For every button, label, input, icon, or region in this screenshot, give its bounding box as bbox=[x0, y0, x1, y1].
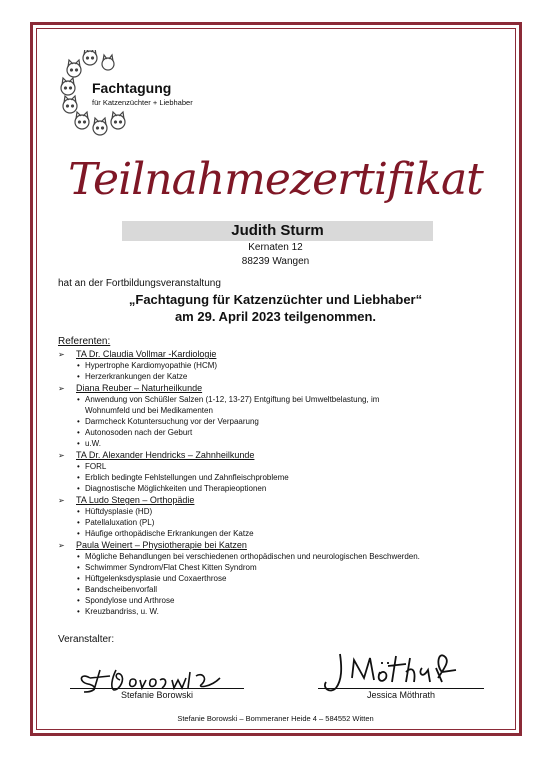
bullet-icon: • bbox=[77, 552, 80, 561]
topic-text: Anwendung von Schüßler Salzen (1-12, 13-27) Entgiftung bei Umweltbelastung, im bbox=[85, 395, 380, 404]
signature-line bbox=[70, 688, 244, 689]
list-item bbox=[58, 551, 503, 562]
footer-address: Stefanie Borowski – Bommeraner Heide 4 – 584552 Witten bbox=[177, 714, 374, 723]
topic-text: Darmcheck Kotuntersuchung vor der Verpaarung bbox=[85, 417, 259, 426]
bullet-icon: • bbox=[77, 395, 80, 404]
bullet-icon: • bbox=[77, 473, 80, 482]
certificate-title: Teilnahmezertifikat bbox=[68, 154, 483, 205]
topic-text: Hüftgelenksdysplasie und Coxaerthrose bbox=[85, 574, 227, 583]
arrow-bullet-icon: ➢ bbox=[58, 496, 65, 505]
topic-text: Erblich bedingte Fehlstellungen und Zahnfleischprobleme bbox=[85, 473, 289, 482]
organizer-label: Veranstalter: bbox=[58, 634, 115, 645]
list-item bbox=[58, 517, 503, 528]
list-item bbox=[58, 405, 503, 416]
referent-name: TA Dr. Claudia Vollmar -Kardiologie bbox=[76, 349, 217, 359]
participant-city: 88239 Wangen bbox=[241, 256, 310, 267]
event-title: „Fachtagung für Katzenzüchter und Liebhaber“ bbox=[128, 292, 423, 307]
list-item bbox=[58, 528, 503, 539]
list-item bbox=[58, 371, 503, 382]
bullet-icon: • bbox=[77, 585, 80, 594]
topic-text: u.W. bbox=[85, 439, 102, 448]
list-item bbox=[58, 483, 503, 494]
topic-text: Bandscheibenvorfall bbox=[85, 585, 158, 594]
list-item bbox=[58, 562, 503, 573]
arrow-bullet-icon: ➢ bbox=[58, 384, 65, 393]
bullet-icon: • bbox=[77, 529, 80, 538]
referent-name: TA Dr. Alexander Hendricks – Zahnheilkunde bbox=[76, 450, 255, 460]
event-date-line: am 29. April 2023 teilgenommen. bbox=[174, 309, 377, 324]
signatory-name: Stefanie Borowski bbox=[120, 690, 194, 700]
list-item bbox=[58, 595, 503, 606]
list-item bbox=[58, 506, 503, 517]
event-logo bbox=[60, 50, 210, 140]
topic-text: Diagnostische Möglichkeiten und Therapieoptionen bbox=[85, 484, 267, 493]
signature-line bbox=[318, 688, 484, 689]
participant-street: Kernaten 12 bbox=[248, 242, 303, 253]
referent-name: Paula Weinert – Physiotherapie bei Katzen bbox=[76, 540, 247, 550]
referent-name: TA Ludo Stegen – Orthopädie bbox=[76, 495, 195, 505]
topic-text: Spondylose und Arthrose bbox=[85, 596, 175, 605]
bullet-icon: • bbox=[77, 417, 80, 426]
bullet-icon: • bbox=[77, 462, 80, 471]
arrow-bullet-icon: ➢ bbox=[58, 350, 65, 359]
referent-heading bbox=[58, 495, 503, 506]
topic-text: Herzerkrankungen der Katze bbox=[85, 372, 188, 381]
logo-subtitle: für Katzenzüchter + Liebhaber bbox=[92, 98, 193, 107]
logo-title: Fachtagung bbox=[92, 80, 172, 96]
bullet-icon: • bbox=[77, 439, 80, 448]
topic-text: Wohnumfeld und bei Medikamenten bbox=[85, 406, 213, 415]
bullet-icon: • bbox=[77, 428, 80, 437]
bullet-icon: • bbox=[77, 563, 80, 572]
topic-text: Hypertrophe Kardiomyopathie (HCM) bbox=[85, 361, 218, 370]
bullet-icon: • bbox=[77, 596, 80, 605]
topic-text: FORL bbox=[85, 462, 107, 471]
referent-name: Diana Reuber – Naturheilkunde bbox=[76, 383, 203, 393]
bullet-icon: • bbox=[77, 574, 80, 583]
list-item bbox=[58, 472, 503, 483]
list-item bbox=[58, 394, 503, 405]
bullet-icon: • bbox=[77, 484, 80, 493]
referents-list bbox=[58, 348, 503, 617]
topic-text: Mögliche Behandlungen bei verschiedenen orthopädischen und neurologischen Beschwerden. bbox=[85, 552, 420, 561]
intro-text: hat an der Fortbildungsveranstaltung bbox=[58, 278, 221, 289]
signatory-name: Jessica Möthrath bbox=[366, 690, 436, 700]
bullet-icon: • bbox=[77, 518, 80, 527]
referent-heading bbox=[58, 383, 503, 394]
referent-heading bbox=[58, 349, 503, 360]
arrow-bullet-icon: ➢ bbox=[58, 451, 65, 460]
list-item bbox=[58, 606, 503, 617]
referent-heading bbox=[58, 450, 503, 461]
referents-label: Referenten: bbox=[58, 336, 111, 347]
participant-name: Judith Sturm bbox=[231, 222, 324, 239]
list-item bbox=[58, 461, 503, 472]
topic-text: Hüftdysplasie (HD) bbox=[85, 507, 153, 516]
topic-text: Patellaluxation (PL) bbox=[85, 518, 155, 527]
list-item bbox=[58, 360, 503, 371]
bullet-icon: • bbox=[77, 607, 80, 616]
list-item bbox=[58, 584, 503, 595]
topic-text: Schwimmer Syndrom/Flat Chest Kitten Syndrom bbox=[85, 563, 257, 572]
bullet-icon: • bbox=[77, 372, 80, 381]
list-item bbox=[58, 416, 503, 427]
topic-text: Autonosoden nach der Geburt bbox=[85, 428, 193, 437]
arrow-bullet-icon: ➢ bbox=[58, 541, 65, 550]
bullet-icon: • bbox=[77, 361, 80, 370]
topic-text: Häufige orthopädische Erkrankungen der Katze bbox=[85, 529, 254, 538]
list-item bbox=[58, 427, 503, 438]
topic-text: Kreuzbandriss, u. W. bbox=[85, 607, 159, 616]
bullet-icon: • bbox=[77, 507, 80, 516]
list-item bbox=[58, 438, 503, 449]
referent-heading bbox=[58, 540, 503, 551]
list-item bbox=[58, 573, 503, 584]
